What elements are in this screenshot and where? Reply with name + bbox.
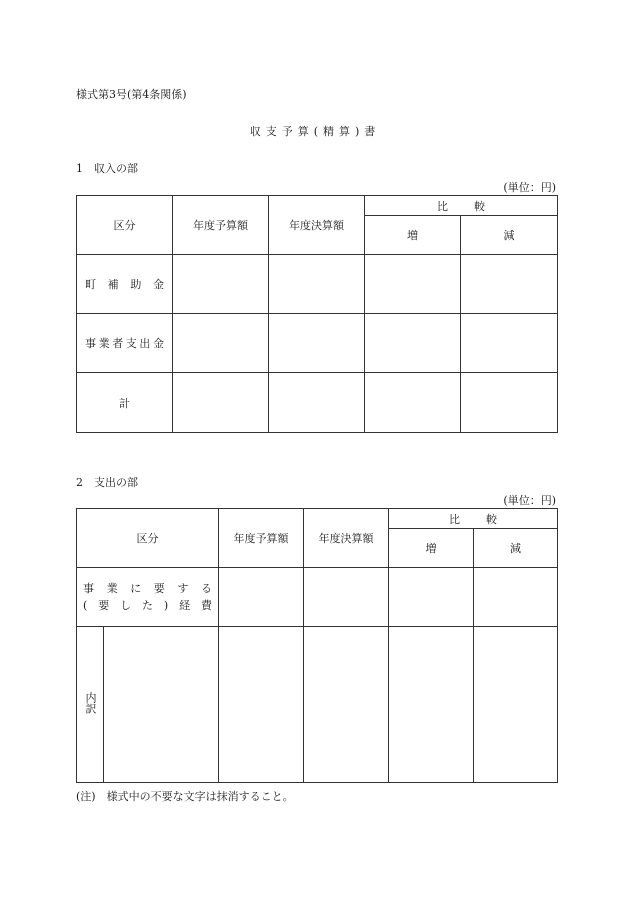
table-cell (365, 255, 461, 314)
income-header-settlement: 年度決算額 (269, 196, 365, 255)
table-cell (365, 373, 461, 433)
table-cell (269, 255, 365, 314)
table-cell (304, 568, 389, 627)
expense-breakdown-label-cell (77, 627, 104, 783)
expense-header-comparison: 比較 (389, 509, 558, 529)
expense-header-category: 区分 (77, 509, 219, 568)
table-cell (474, 568, 558, 627)
income-row-town-subsidy: 町補助金 (77, 255, 173, 314)
expense-row-project-cost-line1: 事業に要する (83, 582, 212, 595)
table-cell (389, 568, 474, 627)
income-header-increase: 増 (365, 216, 461, 255)
expense-header-increase: 増 (389, 529, 474, 568)
table-cell (474, 627, 558, 783)
income-header-category: 区分 (77, 196, 173, 255)
expense-section-heading: 2 支出の部 (76, 476, 138, 489)
income-table (76, 195, 558, 433)
table-cell (461, 314, 558, 373)
form-number: 様式第3号(第4条関係) (76, 88, 187, 101)
income-unit-label: (単位：円) (503, 181, 556, 194)
table-cell (219, 568, 304, 627)
table-cell (365, 314, 461, 373)
income-header-budget: 年度予算額 (173, 196, 269, 255)
expense-breakdown-label: 内訳 (84, 692, 97, 714)
table-cell (219, 627, 304, 783)
table-cell (389, 627, 474, 783)
table-cell (461, 255, 558, 314)
income-section-heading: 1 収入の部 (76, 162, 138, 175)
table-cell (173, 314, 269, 373)
expense-table (76, 508, 558, 783)
expense-header-settlement: 年度決算額 (304, 509, 389, 568)
table-cell (269, 314, 365, 373)
expense-row-project-cost (77, 568, 219, 627)
expense-unit-label: (単位：円) (503, 494, 556, 507)
table-cell (173, 373, 269, 433)
table-cell (104, 627, 219, 783)
table-cell (173, 255, 269, 314)
income-header-decrease: 減 (461, 216, 558, 255)
table-cell (461, 373, 558, 433)
income-row-total: 計 (77, 373, 173, 433)
expense-header-decrease: 減 (474, 529, 558, 568)
document-title: 収支予算(精算)書 (249, 125, 381, 138)
expense-header-budget: 年度予算額 (219, 509, 304, 568)
income-header-comparison: 比較 (365, 196, 558, 216)
footnote: (注) 様式中の不要な文字は抹消すること。 (76, 790, 294, 803)
expense-row-project-cost-line2: (要した)経費 (83, 599, 212, 612)
table-cell (304, 627, 389, 783)
income-row-operator-contribution: 事業者支出金 (77, 314, 173, 373)
table-cell (269, 373, 365, 433)
